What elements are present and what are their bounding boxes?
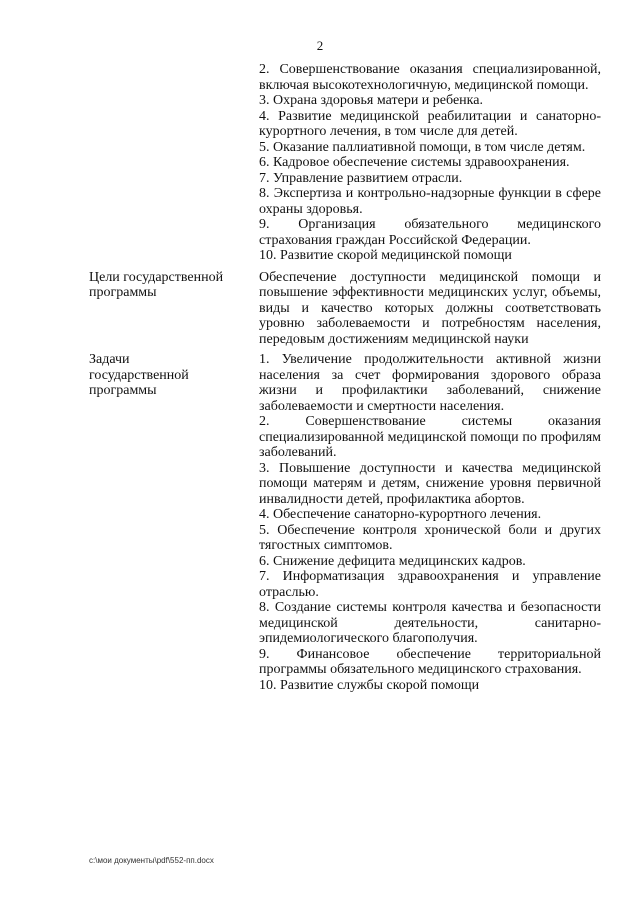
task-item: 9. Финансовое обеспечение территориальной программы обязательного медицинского страхования. — [259, 646, 601, 677]
subprogram-item: 2. Совершенствование оказания специализированной, включая высокотехнологичную, медицинской помощи. — [259, 62, 601, 93]
footer-file-path: c:\мои документы\pdf\552-пп.docx — [89, 856, 214, 865]
goals-label: Цели государственной программы — [89, 269, 224, 300]
task-item: 6. Снижение дефицита медицинских кадров. — [259, 553, 526, 569]
subprogram-item: 3. Охрана здоровья матери и ребенка. — [259, 93, 483, 108]
program-passport-table — [89, 62, 601, 693]
goals-text: Обеспечение доступности медицинской помощи и повышение эффективности медицинских услуг, объемы, виды и качество которых должны соответствовать уровню заболеваемости и потребностям населения, передовым достижениям медицинской науки — [259, 269, 601, 347]
task-item: 2. Совершенствование системы оказания специализированной медицинской помощи по профилям заболеваний. — [259, 414, 601, 460]
subprogram-item: 9. Организация обязательного медицинского страхования граждан Российской Федерации. — [259, 217, 601, 248]
subprogram-item: 8. Экспертиза и контрольно-надзорные функции в сфере охраны здоровья. — [259, 186, 601, 217]
subprogram-item: 6. Кадровое обеспечение системы здравоохранения. — [259, 155, 570, 170]
task-item: 3. Повышение доступности и качества медицинской помощи матерям и детям, снижение уровня первичной инвалидности детей, профилактика абортов. — [259, 460, 601, 507]
page-number: 2 — [316, 38, 324, 53]
subprogram-item: 5. Оказание паллиативной помощи, в том числе детям. — [259, 139, 586, 155]
subprogram-item: 7. Управление развитием отрасли. — [259, 170, 463, 186]
tasks-label: Задачи государственной программы — [89, 352, 189, 398]
subprogram-item: 4. Развитие медицинской реабилитации и санаторно-курортного лечения, в том числе для детей. — [259, 108, 601, 139]
goals-row — [89, 270, 601, 348]
task-item: 7. Информатизация здравоохранения и управление отраслью. — [259, 569, 601, 600]
tasks-row — [89, 352, 601, 693]
task-item: 1. Увеличение продолжительности активной жизни населения за счет формирования здорового образа жизни и профилактики заболеваний, снижение заболеваемости и смертности населения. — [259, 352, 601, 414]
task-item: 8. Создание системы контроля качества и безопасности медицинской деятельности, санитарно-эпидемиологического благополучия. — [259, 600, 601, 646]
subprogram-item: 10. Развитие скорой медицинской помощи — [259, 248, 512, 263]
task-item: 4. Обеспечение санаторно-курортного лечения. — [259, 507, 542, 522]
subprograms-row — [89, 62, 601, 264]
tasks-list — [259, 352, 601, 693]
subprograms-list — [259, 62, 601, 264]
task-item: 5. Обеспечение контроля хронической боли и других тягостных симптомов. — [259, 522, 601, 553]
task-item: 10. Развитие службы скорой помощи — [259, 677, 480, 693]
